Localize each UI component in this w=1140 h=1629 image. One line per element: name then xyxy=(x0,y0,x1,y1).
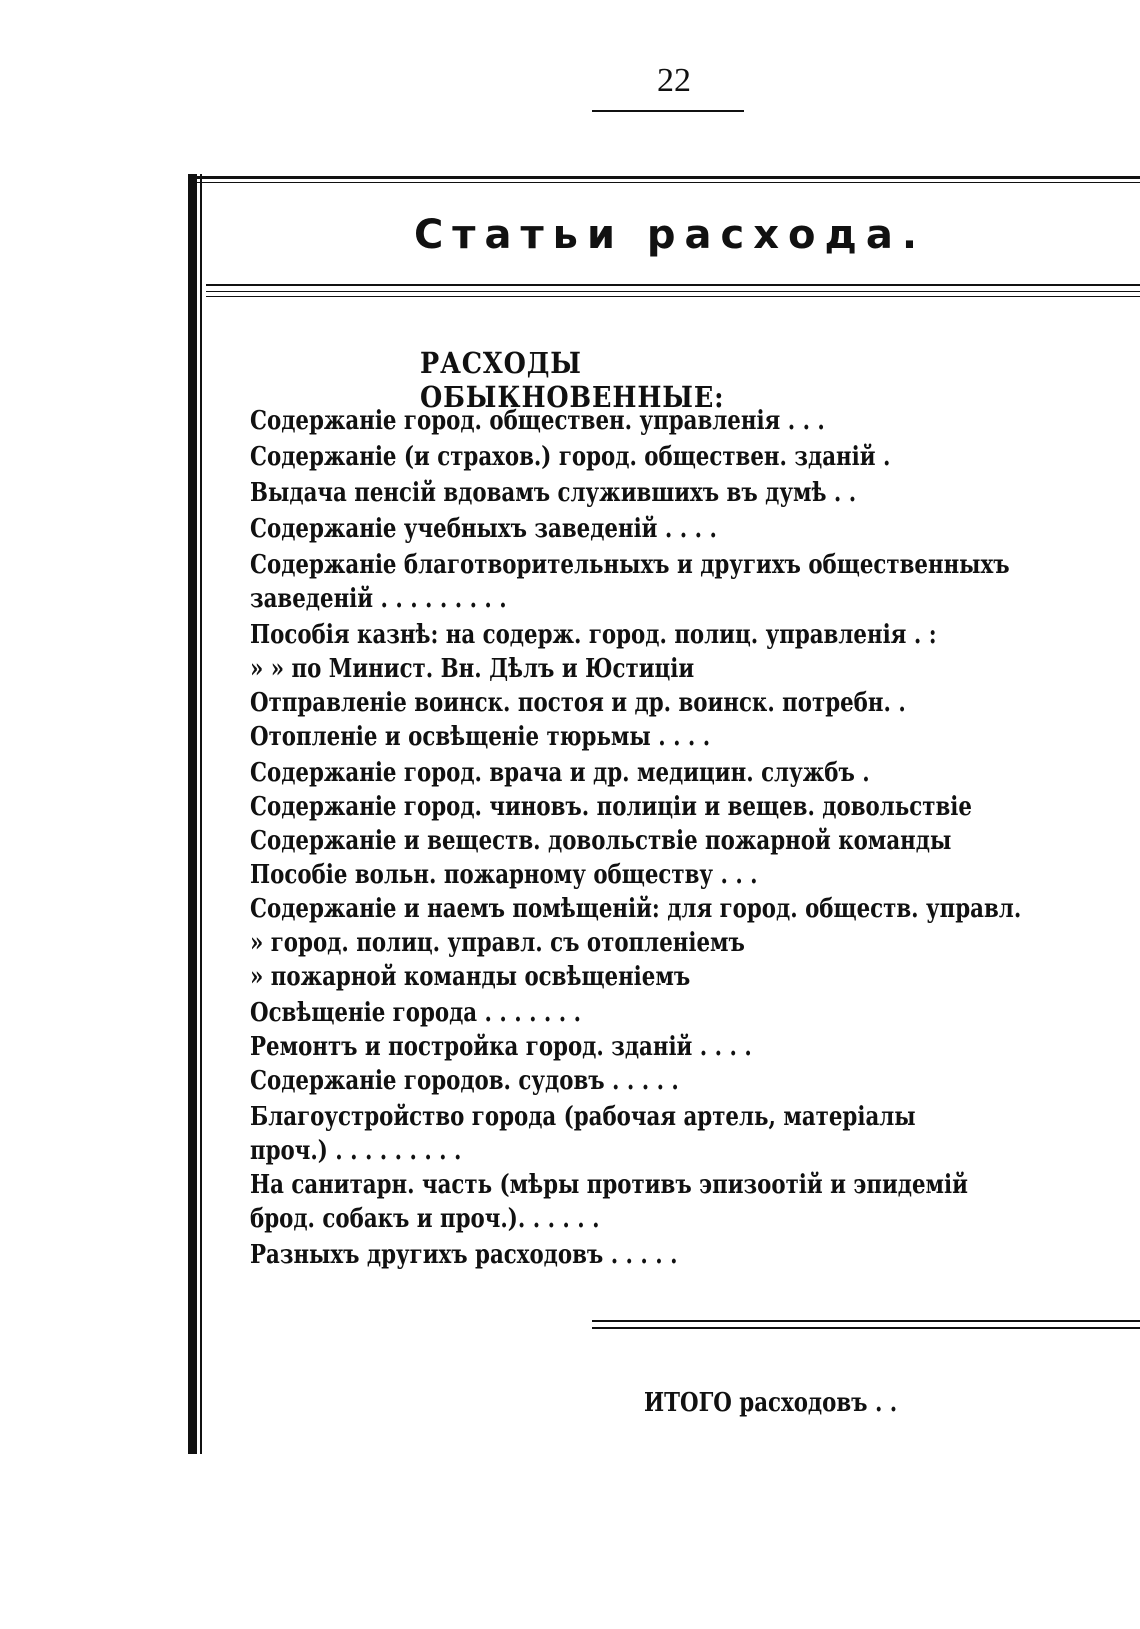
expense-row: » пожарной команды освѣщеніемъ xyxy=(250,962,691,992)
rule-bottom xyxy=(592,1327,1140,1329)
frame-left-thin xyxy=(200,174,202,1454)
frame-left-thick xyxy=(188,174,197,1454)
expense-row: Пособіе вольн. пожарному обществу . . . xyxy=(250,860,758,890)
expense-row: Содержаніе благотворительныхъ и другихъ общественныхъ xyxy=(250,550,1010,580)
title-rule xyxy=(206,284,1140,286)
expense-row: брод. собакъ и проч.). . . . . . xyxy=(250,1204,600,1234)
title-rule xyxy=(206,296,1140,297)
expense-row: Выдача пенсій вдовамъ служившихъ въ думѣ . . xyxy=(250,478,857,508)
expense-row: Содержаніе город. обществен. управленія . . . xyxy=(250,406,825,436)
section-heading: РАСХОДЫ ОБЫКНОВЕННЫЕ: xyxy=(420,346,725,414)
expense-row: Пособія казнѣ: на содерж. город. полиц. управленія . : xyxy=(250,620,937,650)
expense-row: Ремонтъ и постройка город. зданій . . . . xyxy=(250,1032,752,1062)
frame-top-rule-inner xyxy=(196,182,1140,183)
expense-row: Содержаніе (и страхов.) город. обществен. зданій . xyxy=(250,442,891,472)
expense-row: Содержаніе и веществ. довольствіе пожарной команды xyxy=(250,826,952,856)
expense-row: Освѣщеніе города . . . . . . . xyxy=(250,998,582,1028)
page-number-rule xyxy=(592,110,744,112)
expense-row: Содержаніе учебныхъ заведеній . . . . xyxy=(250,514,717,544)
expense-row: На санитарн. часть (мѣры противъ эпизоотій и эпидемій xyxy=(250,1170,968,1200)
page-title: Статьи расхода. xyxy=(413,212,927,258)
frame-top-rule xyxy=(196,176,1140,179)
title-rule xyxy=(206,291,1140,292)
total-label: ИТОГО расходовъ . . xyxy=(644,1388,898,1418)
expense-row: Содержаніе и наемъ помѣщеній: для город. обществ. управл. xyxy=(250,894,1022,924)
expense-row: Содержаніе городов. судовъ . . . . . xyxy=(250,1066,679,1096)
expense-row: Отопленіе и освѣщеніе тюрьмы . . . . xyxy=(250,722,711,752)
expense-row: проч.) . . . . . . . . . xyxy=(250,1136,462,1166)
expense-row: Отправленіе воинск. постоя и др. воинск. потребн. . xyxy=(250,688,906,718)
expense-row: Содержаніе город. врача и др. медицин. службъ . xyxy=(250,758,870,788)
expense-row: Разныхъ другихъ расходовъ . . . . . xyxy=(250,1240,678,1270)
expense-row: Содержаніе город. чиновъ. полиціи и вещев. довольствіе xyxy=(250,792,972,822)
expense-row: заведеній . . . . . . . . . xyxy=(250,584,507,614)
page-number: 22 xyxy=(657,62,691,99)
rule-bottom xyxy=(592,1320,1140,1322)
expense-row: » » по Минист. Вн. Дѣлъ и Юстиціи xyxy=(250,654,695,684)
expense-row: » город. полиц. управл. съ отопленіемъ xyxy=(250,928,745,958)
expense-row: Благоустройство города (рабочая артель, матеріалы xyxy=(250,1102,916,1132)
